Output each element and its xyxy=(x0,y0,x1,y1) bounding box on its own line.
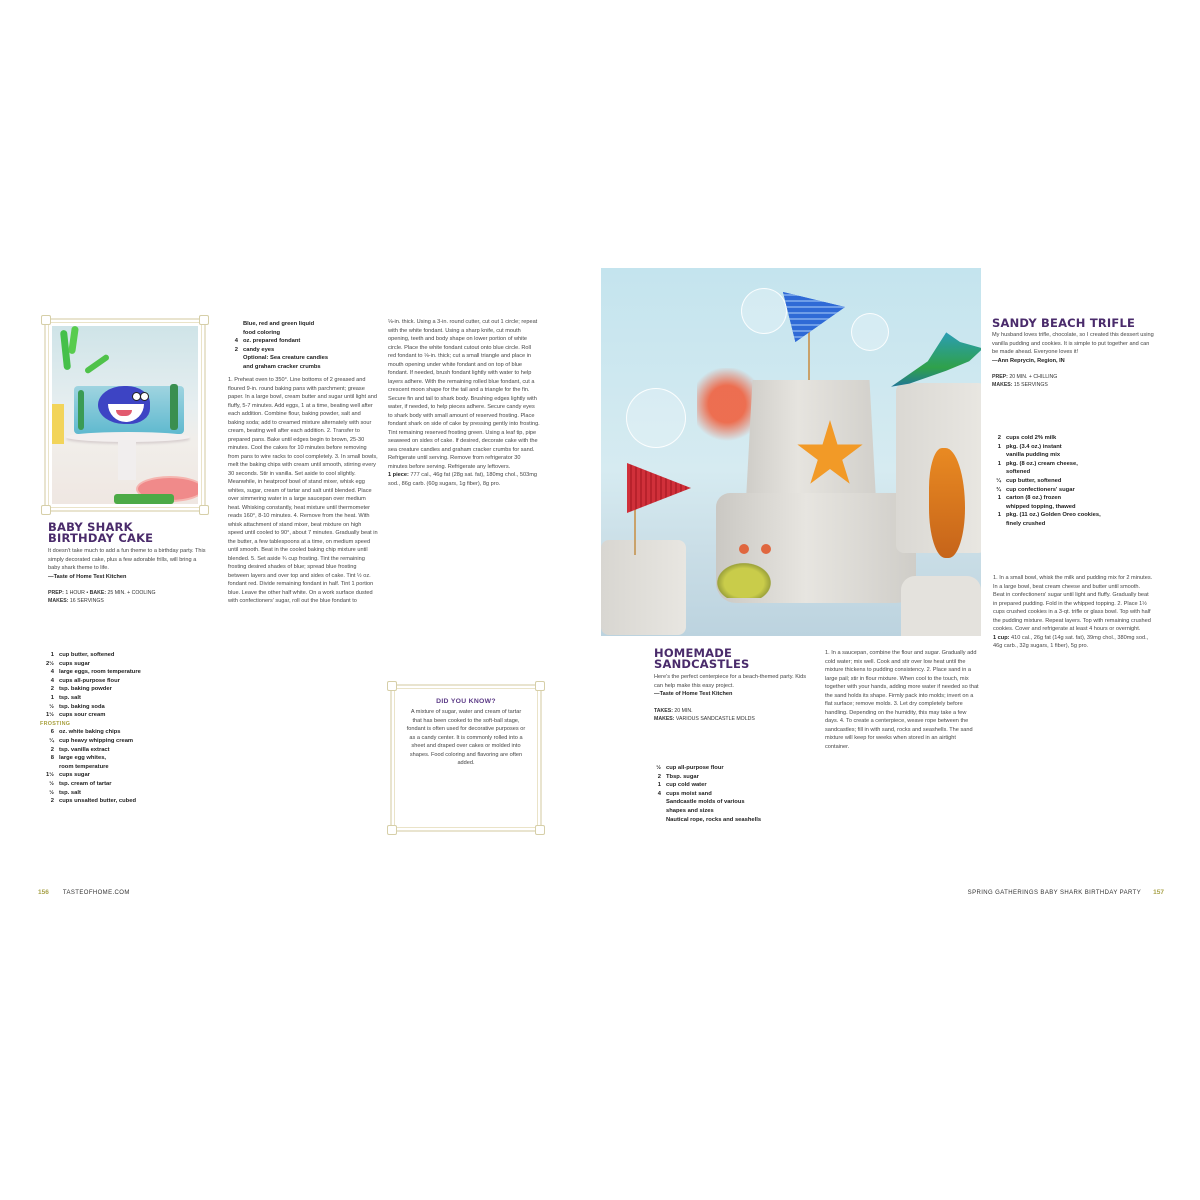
sandcastle-directions: 1. In a saucepan, combine the flour and sugar. Gradually add cold water; mix well. Cook and stir over low heat until the mixture thickens to pudding consistency. 2. Place sand in a large pail; stir in flour mixture. When cool to the touch, mix together with your hands, adding more water if needed so that the sand holds its shape. Firmly pack into molds; invert on a flat surface; remove molds. 3. Let dry completely before handling. Depending on the humidity, this may take a few days. 4. To create a centerpiece, weave rope between the sandcastles; fill in with sand, rocks and seashells. The sand mixture will keep for weeks when stored in an airtight container. xyxy=(825,650,979,750)
ingredient-row: 2 candy eyes xyxy=(234,346,275,353)
ingredient-row: Nautical rope, rocks and seashells xyxy=(666,816,762,823)
ingredient-row: 1 pkg. (11 oz.) Golden Oreo cookies, xyxy=(997,512,1101,519)
ingredient-row: ¼ cup butter, softened xyxy=(996,477,1062,484)
ingredient-row: food coloring xyxy=(243,329,281,336)
ingredient-row: 2 Tbsp. sugar xyxy=(657,773,699,780)
frosting-subhead: FROSTING xyxy=(40,720,71,727)
baby-shark-cake-photo xyxy=(52,326,198,504)
recipe-title: SANDY BEACH TRIFLE xyxy=(992,316,1136,330)
recipe-intro: My husband loves trifle, chocolate, so I created this dessert using vanilla pudding and cookies. It is simple to put together and can be made ahead. Everyone loves it! xyxy=(992,332,1154,355)
ingredient-row: ¼ cup heavy whipping cream xyxy=(49,737,134,744)
trifle-directions: 1. In a small bowl, whisk the milk and pudding mix for 2 minutes. In a large bowl, beat cream cheese and butter until smooth. Beat in confectioners' sugar until light and fluffy. Gradually beat in prepared pudding. Fold in the whipped topping. 2. Place 1½ cups crushed cookies in a 3-qt. trifle or glass bowl. Top with half the pudding mixture. Repeat layers. Top with remaining crushed cookies. Cover and refrigerate at least 4 hours or overnight. 1 cup: 410 cal., 26g fat (14g sat. fat), 39mg chol., 380mg sod., 46g carb., 32g sugars, 1 fiber), 5g pro. xyxy=(993,575,1153,649)
ingredient-row: room temperature xyxy=(59,763,109,770)
recipe-byline: —Taste of Home Test Kitchen xyxy=(48,573,127,580)
frame-corner-ornament xyxy=(41,315,51,325)
frame-corner-ornament xyxy=(199,315,209,325)
crab-toy xyxy=(713,560,775,598)
ingredient-row: 8 large egg whites, xyxy=(50,755,107,762)
ingredient-row: shapes and sizes xyxy=(666,807,714,814)
page-number: 157 xyxy=(1153,889,1164,896)
ingredient-row: ½ cup all-purpose flour xyxy=(656,765,724,771)
ingredient-row: 1 tsp. salt xyxy=(50,694,81,701)
ingredient-row: 4 large eggs, room temperature xyxy=(50,669,141,676)
ingredient-row: 4 oz. prepared fondant xyxy=(234,338,301,345)
recipe-byline: —Taste of Home Test Kitchen xyxy=(654,691,733,697)
frame-corner-ornament xyxy=(535,681,545,691)
marlin-toy xyxy=(891,326,981,390)
ingredient-row: 2½ cups sugar xyxy=(45,660,90,667)
recipe-title: HOMEMADE SANDCASTLES xyxy=(654,646,750,671)
ingredient-row: Blue, red and green liquid xyxy=(243,321,315,327)
trifle-ingredient-list xyxy=(987,434,1162,529)
sandcastles-photo xyxy=(601,268,981,636)
recipe-title: BABY SHARK BIRTHDAY CAKE xyxy=(48,520,154,545)
frame-corner-ornament xyxy=(535,825,545,835)
red-flag-decoration xyxy=(627,463,691,513)
page-number: 156 xyxy=(38,889,49,896)
decoration-ingredient-list xyxy=(224,320,384,372)
ingredient-row: 6 oz. white baking chips xyxy=(50,729,121,736)
blue-flag-decoration xyxy=(783,292,845,342)
ingredient-row: 1 cup butter, softened xyxy=(50,652,115,658)
ingredient-row: 1½ cups sour cream xyxy=(45,712,106,719)
ingredient-row: Sandcastle molds of various xyxy=(666,799,745,806)
frame-corner-ornament xyxy=(387,825,397,835)
ingredient-row: ½ tsp. cream of tartar xyxy=(49,780,112,787)
ingredient-row: ½ tsp. salt xyxy=(49,789,81,796)
did-you-know-body: A mixture of sugar, water and cream of tartar that has been cooked to the soft-ball stage, fondant is often used for decorative purposes or as a candy center. It is commonly rolled into a sheet and draped over cakes or molded into shapes. Food coloring and flavoring are often added. xyxy=(406,709,526,766)
ingredient-row: 1 carton (8 oz.) frozen xyxy=(997,495,1062,502)
recipe-meta: PREP: 1 HOUR • BAKE: 25 MIN. + COOLING MAKES: 16 SERVINGS xyxy=(48,590,156,604)
recipe-intro: Here's the perfect centerpiece for a beach-themed party. Kids can help make this easy project. xyxy=(654,674,807,689)
trifle-recipe-header xyxy=(992,318,1157,389)
cake-photo-frame xyxy=(44,318,206,512)
ingredient-row: 2 cups cold 2% milk xyxy=(997,435,1057,441)
ingredient-row: 4 cups all-purpose flour xyxy=(50,677,120,684)
did-you-know-box xyxy=(390,684,542,832)
cake-directions-col3: ⅛-in. thick. Using a 3-in. round cutter, cut out 1 circle; repeat with the white fondant. Using a sharp knife, cut mouth opening, teeth and body shape on lower portion of white circle. Place the white fondant cutout onto blue circle. Roll red fondant to ⅛-in. thick; cut a small triangle and place in mouth opening under white fondant and on top of blue fondant. If needed, brush fondant lightly with water to help layers adhere. With the remaining rolled blue fondant, cut a crescent moon shape for the tail and a triangle for the fin. Secure fin and tail to shark body. Brushing edges lightly with water, if needed, to help pieces adhere. Secure candy eyes to shark body with small amount of reserved frosting. Place fondant shark on side of cake by pressing gently into frosting. Tint remaining reserved frosting green. Using a leaf tip, pipe seaweed on sides of cake. If desired, decorate cake with the sea creature candies and graham cracker crumbs for sand. Refrigerate until serving. Remove from refrigerator 30 minutes before serving. Refrigerate any leftovers. 1 piece: 777 cal., 46g fat (28g sat. fat), 180mg chol., 503mg sod., 86g carb. (60g sugars, 1g fiber), 8g pro. xyxy=(388,319,540,487)
sandcastles-recipe-header xyxy=(654,648,814,723)
ingredient-row: softened xyxy=(1006,469,1031,476)
ingredient-row: 1 cup cold water xyxy=(657,782,707,789)
ingredient-row: whipped topping, thawed xyxy=(1006,503,1076,510)
ingredient-row: 1 pkg. (8 oz.) cream cheese, xyxy=(997,460,1078,467)
sandcastle-ingredient-list xyxy=(647,764,827,824)
ingredient-row: and graham cracker crumbs xyxy=(243,363,321,370)
ingredient-row: 2 cups unsalted butter, cubed xyxy=(50,798,136,805)
ingredient-row: 2 tsp. vanilla extract xyxy=(50,746,110,753)
did-you-know-title: DID YOU KNOW? xyxy=(436,698,496,705)
folio-site: TASTEOFHOME.COM xyxy=(62,889,130,896)
ingredient-row: ½ tsp. baking soda xyxy=(49,703,105,710)
ingredient-row: 2 tsp. baking powder xyxy=(50,686,112,693)
ingredient-row: 1 pkg. (3.4 oz.) instant xyxy=(997,443,1062,450)
recipe-meta: PREP: 20 MIN. + CHILLING MAKES: 15 SERVINGS xyxy=(992,374,1058,388)
frame-corner-ornament xyxy=(387,681,397,691)
left-page-footer xyxy=(38,889,130,896)
coral-decoration xyxy=(697,368,757,458)
cake-directions-col2: 1. Preheat oven to 350°. Line bottoms of 2 greased and floured 9-in. round baking pans with parchment; grease paper. In a large bowl, cream butter and sugar until light and fluffy, 5-7 minutes. Add eggs, 1 at a time, beating well after each addition. Combine flour, baking powder, salt and baking soda; add to creamed mixture alternately with sour cream, beating well after each addition. 2. Transfer to prepared pans. Bake until edges begin to brown, 25-30 minutes. Cool the cakes for 10 minutes before removing from pans to wire racks to cool completely. 3. In small bowls, melt the baking chips with cream until smooth, stirring every 30 seconds. Stir in vanilla. Set aside to cool slightly. Meanwhile, in heatproof bowl of stand mixer, whisk egg whites, sugar, cream of tartar and salt until blended. Place over simmering water in a large saucepan over medium heat. Whisking constantly, heat mixture until thermometer reads 160°, 8-10 minutes. 4. Remove from the heat. With whisk attachment of stand mixer, beat mixture on high speed until cooled to 90°, about 7 minutes. Gradually beat in the butter, a few tablespoons at a time, on medium speed until smooth. Beat in the cooled baking chip mixture until blended. 5. Set aside ¾ cup frosting. Tint the remaining frosting desired shades of blue; spread blue frosting between layers and over top and sides of cake. Tint ½ oz. fondant red. Divide remaining fondant in half. Tint 1 portion blue. Leave the other half white. On a work surface dusted with confectioners' sugar, roll out the blue fondant to xyxy=(228,377,378,604)
cake-ingredient-list xyxy=(40,651,220,806)
right-page-footer xyxy=(968,889,1164,896)
recipe-meta: TAKES: 20 MIN. MAKES: VARIOUS SANDCASTLE MOLDS xyxy=(654,707,755,722)
ingredient-row: 4 cups moist sand xyxy=(657,790,712,797)
recipe-intro: It doesn't take much to add a fun theme to a birthday party. This simply decorated cake, plus a few adorable frills, will bring a baby shark theme to life. xyxy=(48,548,206,571)
baby-shark-recipe-header xyxy=(48,522,208,605)
folio-section: SPRING GATHERINGS BABY SHARK BIRTHDAY PARTY xyxy=(967,889,1142,896)
ingredient-row: ¾ cup confectioners' sugar xyxy=(996,486,1075,493)
frame-corner-ornament xyxy=(199,505,209,515)
ingredient-row: 1½ cups sugar xyxy=(45,772,90,779)
ingredient-row: vanilla pudding mix xyxy=(1006,452,1061,459)
ingredient-row: finely crushed xyxy=(1006,520,1046,527)
recipe-byline: —Ann Reprycin, Region, IN xyxy=(992,357,1065,364)
frame-corner-ornament xyxy=(41,505,51,515)
ingredient-row: Optional: Sea creature candies xyxy=(243,355,329,362)
